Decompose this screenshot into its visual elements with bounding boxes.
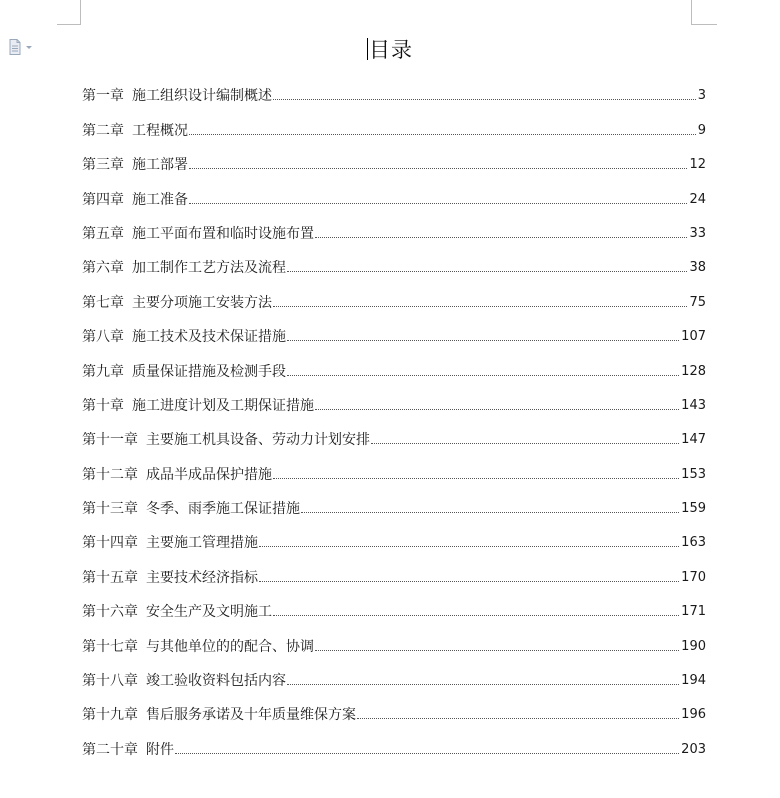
toc-entry-label: [82, 397, 314, 420]
toc-entry-label: [82, 87, 272, 110]
toc-chapter-title: 施工准备: [132, 191, 188, 208]
toc-dot-leader: [287, 375, 679, 376]
toc-page-number: 170: [681, 569, 706, 585]
text-cursor: [367, 38, 368, 60]
toc-dot-leader: [273, 306, 687, 307]
toc-chapter-title: 施工技术及技术保证措施: [132, 329, 286, 346]
toc-page-number: 12: [689, 157, 706, 173]
toc-entry-label: [82, 500, 300, 523]
toc-dot-leader: [371, 443, 679, 444]
toc-chapter-title: 加工制作工艺方法及流程: [132, 260, 286, 277]
toc-chapter-number: 第十六章: [82, 604, 138, 621]
toc-entry-label: [82, 672, 286, 695]
toc-entry[interactable]: [82, 729, 706, 763]
toc-dot-leader: [287, 684, 679, 685]
toc-chapter-number: 第二章: [82, 122, 124, 139]
toc-entry-label: [82, 156, 188, 179]
toc-entry[interactable]: [82, 695, 706, 729]
toc-entry-label: [82, 706, 356, 729]
toc-chapter-number: 第六章: [82, 260, 124, 277]
toc-dot-leader: [273, 478, 679, 479]
toc-chapter-number: 第十八章: [82, 673, 138, 690]
toc-entry-label: [82, 466, 272, 489]
toc-chapter-number: 第五章: [82, 225, 124, 242]
toc-entry-label: [82, 638, 314, 661]
toc-entry[interactable]: [82, 179, 706, 213]
toc-chapter-number: 第十三章: [82, 501, 138, 518]
toc-entry-label: [82, 225, 314, 248]
toc-entry-label: [82, 603, 272, 626]
toc-entry-label: [82, 431, 370, 454]
toc-entry-label: [82, 328, 286, 351]
toc-entry-label: [82, 259, 286, 282]
table-of-contents: [82, 76, 706, 764]
toc-chapter-title: 主要施工管理措施: [146, 535, 258, 552]
toc-dot-leader: [259, 581, 679, 582]
toc-chapter-title: 施工部署: [132, 157, 188, 174]
toc-page-number: 107: [681, 329, 706, 345]
toc-chapter-number: 第十九章: [82, 707, 138, 724]
toc-entry[interactable]: [82, 489, 706, 523]
toc-entry-label: [82, 294, 272, 317]
toc-chapter-title: 售后服务承诺及十年质量维保方案: [146, 707, 356, 724]
toc-entry[interactable]: [82, 523, 706, 557]
toc-chapter-title: 质量保证措施及检测手段: [132, 363, 286, 380]
toc-entry[interactable]: [82, 592, 706, 626]
toc-entry[interactable]: [82, 626, 706, 660]
toc-entry[interactable]: [82, 351, 706, 385]
toc-dot-leader: [175, 753, 679, 754]
toc-entry[interactable]: [82, 214, 706, 248]
toc-chapter-number: 第九章: [82, 363, 124, 380]
toc-chapter-number: 第七章: [82, 294, 124, 311]
toc-chapter-title: 施工进度计划及工期保证措施: [132, 397, 314, 414]
toc-dot-leader: [315, 237, 687, 238]
toc-page-number: 75: [689, 294, 706, 310]
toc-page-number: 9: [697, 122, 706, 138]
toc-dot-leader: [315, 650, 679, 651]
toc-dot-leader: [273, 99, 696, 100]
toc-page-number: 33: [689, 225, 706, 241]
toc-entry[interactable]: [82, 248, 706, 282]
toc-chapter-number: 第十二章: [82, 466, 138, 483]
toc-dot-leader: [189, 203, 687, 204]
page-corner-mark-left: [57, 0, 81, 25]
toc-entry-label: [82, 191, 188, 214]
toc-chapter-number: 第十五章: [82, 569, 138, 586]
toc-entry[interactable]: [82, 386, 706, 420]
toc-entry[interactable]: [82, 145, 706, 179]
toc-entry-label: [82, 741, 174, 764]
toc-chapter-title: 工程概况: [132, 122, 188, 139]
toc-page-number: 24: [689, 191, 706, 207]
toc-dot-leader: [301, 512, 679, 513]
toc-page-number: 163: [681, 535, 706, 551]
toc-page-number: 128: [681, 363, 706, 379]
toc-entry-label: [82, 569, 258, 592]
toc-chapter-number: 第八章: [82, 329, 124, 346]
toc-chapter-title: 主要技术经济指标: [146, 569, 258, 586]
toc-entry[interactable]: [82, 317, 706, 351]
toc-chapter-title: 主要施工机具设备、劳动力计划安排: [146, 432, 370, 449]
toc-chapter-number: 第三章: [82, 157, 124, 174]
toc-page-number: 159: [681, 501, 706, 517]
toc-chapter-title: 竣工验收资料包括内容: [146, 673, 286, 690]
toc-chapter-title: 成品半成品保护措施: [146, 466, 272, 483]
toc-chapter-number: 第十七章: [82, 638, 138, 655]
toc-dot-leader: [287, 340, 679, 341]
toc-entry[interactable]: [82, 420, 706, 454]
toc-chapter-number: 第十四章: [82, 535, 138, 552]
toc-entry[interactable]: [82, 76, 706, 110]
toc-dot-leader: [287, 271, 687, 272]
toc-page-number: 203: [681, 741, 706, 757]
toc-entry[interactable]: [82, 661, 706, 695]
toc-dot-leader: [273, 615, 679, 616]
toc-dot-leader: [189, 134, 696, 135]
toc-entry-label: [82, 122, 188, 145]
toc-title-text: 目录: [369, 38, 413, 62]
toc-entry-label: [82, 363, 286, 386]
toc-page-number: 196: [681, 707, 706, 723]
toc-chapter-title: 冬季、雨季施工保证措施: [146, 501, 300, 518]
toc-chapter-title: 施工平面布置和临时设施布置: [132, 225, 314, 242]
toc-page-number: 147: [681, 432, 706, 448]
toc-dot-leader: [357, 718, 679, 719]
toc-entry-label: [82, 534, 258, 557]
toc-chapter-number: 第二十章: [82, 741, 138, 758]
toc-chapter-title: 附件: [146, 741, 174, 758]
toc-page-number: 171: [681, 604, 706, 620]
toc-entry[interactable]: [82, 282, 706, 316]
toc-entry[interactable]: [82, 557, 706, 591]
toc-page-number: 153: [681, 466, 706, 482]
toc-entry[interactable]: [82, 454, 706, 488]
toc-page-number: 194: [681, 673, 706, 689]
toc-chapter-number: 第十一章: [82, 432, 138, 449]
toc-chapter-title: 与其他单位的的配合、协调: [146, 638, 314, 655]
toc-title: [0, 34, 780, 64]
toc-chapter-number: 第十章: [82, 397, 124, 414]
page-corner-mark-right: [691, 0, 717, 25]
toc-chapter-title: 主要分项施工安装方法: [132, 294, 272, 311]
toc-chapter-title: 施工组织设计编制概述: [132, 88, 272, 105]
toc-page-number: 143: [681, 397, 706, 413]
toc-chapter-number: 第一章: [82, 88, 124, 105]
toc-dot-leader: [189, 168, 687, 169]
toc-page-number: 38: [689, 260, 706, 276]
toc-chapter-number: 第四章: [82, 191, 124, 208]
toc-dot-leader: [259, 546, 679, 547]
toc-page-number: 3: [697, 88, 706, 104]
toc-dot-leader: [315, 409, 679, 410]
toc-chapter-title: 安全生产及文明施工: [146, 604, 272, 621]
toc-entry[interactable]: [82, 110, 706, 144]
toc-page-number: 190: [681, 638, 706, 654]
